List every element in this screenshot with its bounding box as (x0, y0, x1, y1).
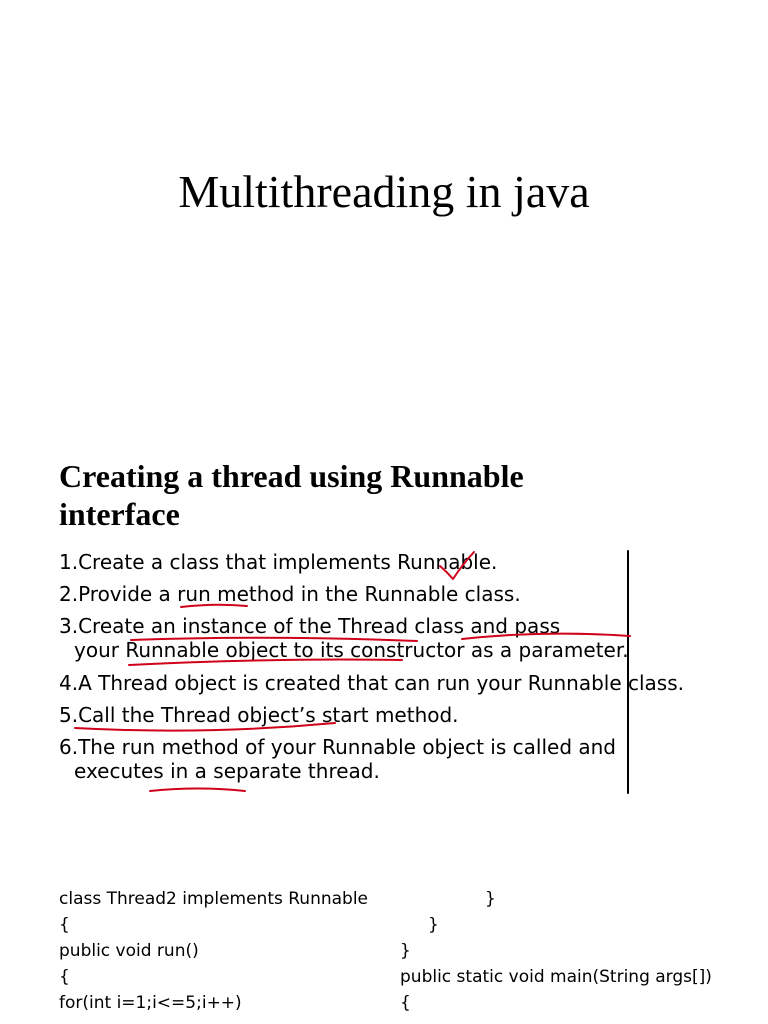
underline-separate-thread (150, 789, 245, 792)
step-1 (59, 550, 497, 574)
code-line: { (59, 967, 70, 987)
section-heading (59, 457, 699, 533)
slide-title: Multithreading in java (178, 166, 590, 217)
code-line: } (428, 915, 439, 935)
step-2 (59, 582, 521, 606)
step-5 (59, 703, 459, 727)
code-line: { (400, 993, 411, 1013)
code-column-right (400, 886, 712, 1016)
step-5-text: 5.Call the Thread object’s start method. (59, 703, 459, 727)
step-3 (59, 614, 629, 662)
code-column-left (59, 886, 368, 1016)
step-3-text: 3.Create an instance of the Thread class and pass (59, 614, 561, 638)
code-line: } (400, 941, 411, 961)
code-line: { (59, 915, 70, 935)
step-6-continuation: executes in a separate thread. (74, 759, 380, 783)
step-3-continuation: your Runnable object to its constructor as a parameter. (74, 638, 629, 662)
code-line: public static void main(String args[]) (400, 967, 712, 987)
step-6-text: 6.The run method of your Runnable object is called and (59, 735, 616, 759)
code-line: for(int i=1;i<=5;i++) (59, 993, 242, 1013)
step-4-text: 4.A Thread object is created that can run your Runnable class. (59, 671, 684, 695)
section-heading-line-1: Creating a thread using Runnable (59, 458, 524, 494)
section-heading-line-2: interface (59, 496, 180, 532)
code-line: public void run() (59, 941, 199, 961)
step-6 (59, 735, 616, 783)
step-1-text: 1.Create a class that implements Runnable. (59, 550, 498, 574)
code-line: class Thread2 implements Runnable (59, 889, 369, 909)
code-line: } (485, 889, 496, 909)
step-4 (59, 671, 684, 695)
step-2-text: 2.Provide a run method in the Runnable class. (59, 582, 521, 606)
